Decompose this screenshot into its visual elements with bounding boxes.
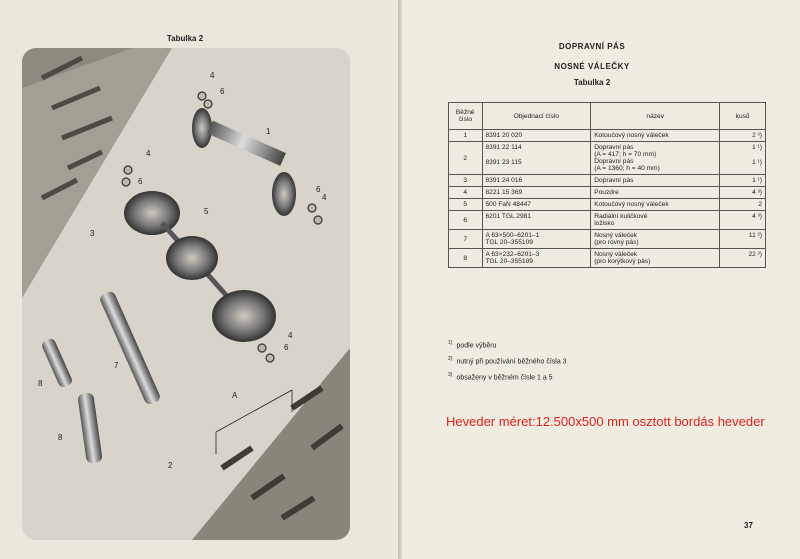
callout-label: 4 [322,193,327,202]
callout-label: 8 [38,379,43,388]
order-number: 8221 15 369 [482,187,591,199]
callout-label: 7 [114,361,119,370]
footnote-text: podle výběru [456,342,497,350]
table-row [449,187,766,199]
callout-label: 4 [146,149,151,158]
heading-carrying-rollers: NOSNÉ VÁLEČKY [554,62,630,71]
column-header: Objednací číslo [482,103,591,130]
callout-label: 6 [316,185,321,194]
part-name: Pouzdre [591,187,720,199]
quantity: 2 ²) [720,130,766,142]
left-caption: Tabulka 2 [166,34,204,43]
callout-label: 4 [210,71,215,80]
callout-label: 5 [204,207,209,216]
parts-photo [22,48,350,540]
row-number: 4 [449,187,483,199]
order-number: A 63×500–6201–1 TGL 20–355109 [482,230,591,249]
footnote-text: nutný při používání běžného čísla 3 [456,358,567,366]
part-name: Kotoučový nosný váleček [591,130,720,142]
callout-label: 2 [168,461,173,470]
order-number: A 63×232–6201–3 TGL 20–355109 [482,249,591,268]
quantity: 4 ³) [720,211,766,230]
footnote-text: obsaženy v běžném čísle 1 a 5 [456,374,553,382]
table-row [449,249,766,268]
footnote-mark: 2) [448,356,453,362]
quantity: 1 ¹) 1 ¹) [720,142,766,175]
order-number: 8391 24 016 [482,175,591,187]
part-name: Kotoučový nosný váleček [591,199,720,211]
quantity: 4 ³) [720,187,766,199]
column-header: Běžné číslo [449,103,483,130]
row-number: 7 [449,230,483,249]
footnotes [448,340,567,388]
left-page [0,0,398,559]
table-row [449,130,766,142]
quantity: 1 ¹) [720,175,766,187]
page-number: 37 [744,521,753,530]
part-name: Radiální kuličkové ložisko [591,211,720,230]
footnote-mark: 1) [448,340,453,346]
table-row [449,142,766,175]
row-number: 8 [449,249,483,268]
callout-label: 6 [220,87,225,96]
table-row [449,199,766,211]
callout-label: 3 [90,229,95,238]
table-row [449,211,766,230]
order-number: 8391 22 114 8391 23 115 [482,142,591,175]
quantity: 11 ²) [720,230,766,249]
part-name: Dopravní pás [591,175,720,187]
parts-illustration [22,48,350,540]
order-number: 6201 TGL 2981 [482,211,591,230]
callout-label: 6 [284,343,289,352]
part-name: Nosný váleček (pro rovný pás) [591,230,720,249]
parts-table [448,102,766,268]
belt-size-annotation: Heveder méret:12.500x500 mm osztott bordás heveder [446,414,765,429]
order-number: 500 FaN 48447 [482,199,591,211]
footnote [448,340,567,356]
footnote [448,356,567,372]
footnote [448,372,567,388]
table-header-row [449,103,766,130]
quantity: 2 [720,199,766,211]
column-header: kusů [720,103,766,130]
footnote-mark: 3) [448,372,453,378]
table-row [449,230,766,249]
row-number: 2 [449,142,483,175]
callout-label: 8 [58,433,63,442]
callout-label: 4 [288,331,293,340]
table-row [449,175,766,187]
callout-label: A [232,391,238,400]
part-name: Dopravní pás (A = 417; h = 70 mm) Dopravní pás (A = 1360; h = 40 mm) [591,142,720,175]
heading-conveyor-belt: DOPRAVNÍ PÁS [558,42,626,51]
order-number: 8391 20 020 [482,130,591,142]
column-header: název [591,103,720,130]
row-number: 3 [449,175,483,187]
callout-label: 6 [138,177,143,186]
row-number: 5 [449,199,483,211]
heading-table-number: Tabulka 2 [573,78,611,87]
part-name: Nosný váleček (pro korýtkový pás) [591,249,720,268]
callout-label: 1 [266,127,271,136]
row-number: 1 [449,130,483,142]
row-number: 6 [449,211,483,230]
quantity: 22 ²) [720,249,766,268]
